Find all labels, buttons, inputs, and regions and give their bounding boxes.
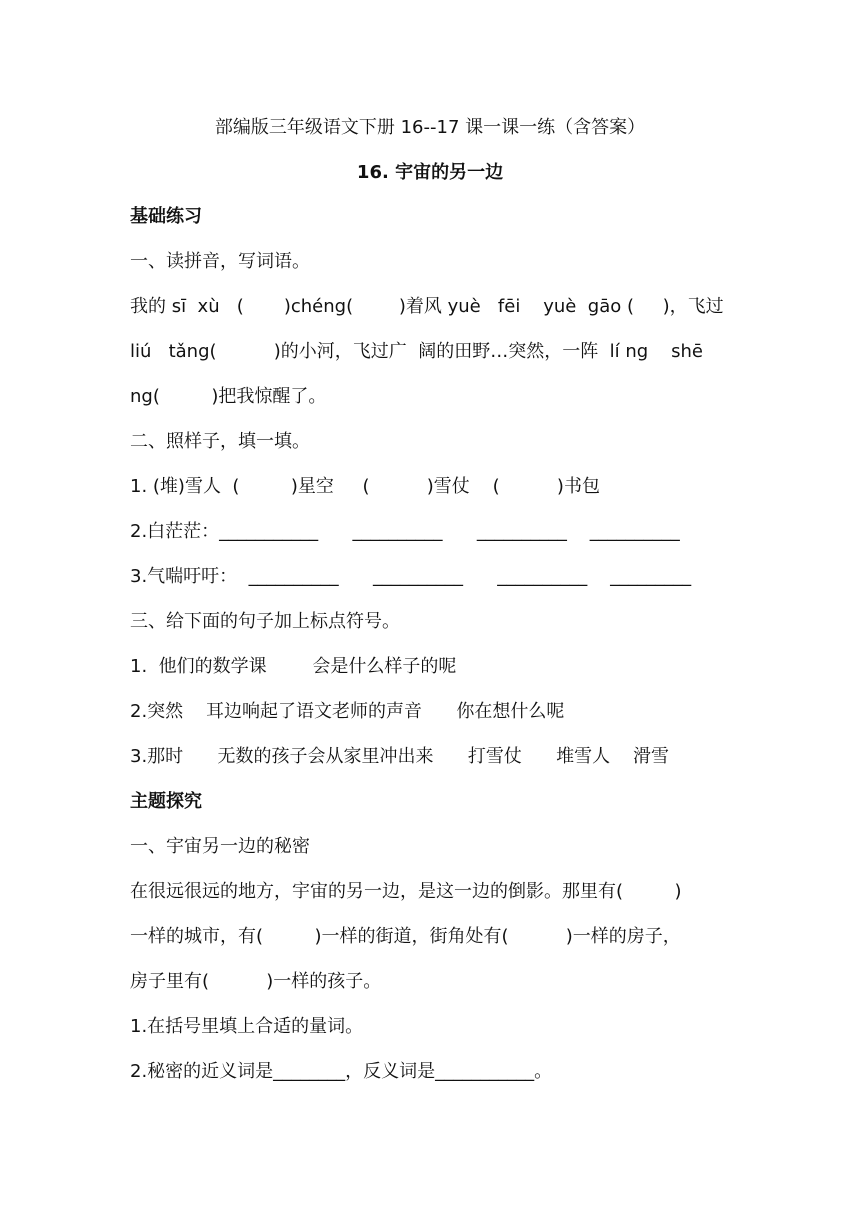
question-2-item-2: 2.白茫茫：___________ __________ __________ __________ [130,521,680,542]
passage-1-question-2: 2.秘密的近义词是________，反义词是___________。 [130,1061,553,1082]
document-title: 部编版三年级语文下册 16--17 课一课一练（含答案） [214,117,646,138]
question-3-heading: 三、给下面的句子加上标点符号。 [130,611,400,632]
question-1-line-2: liú tǎng( )的小河，飞过广 阔的田野…突然，一阵 lí ng shē [130,341,703,362]
question-2-heading: 二、照样子，填一填。 [130,431,310,452]
question-2-item-1: 1. (堆)雪人 ( )星空 ( )雪仗 ( )书包 [130,476,600,497]
question-2-item-3: 3.气喘吁吁： __________ __________ __________ _________ [130,566,692,587]
question-1-line-3: ng( )把我惊醒了。 [130,386,327,407]
section-heading-theme: 主题探究 [130,791,202,812]
passage-1-line-3: 房子里有( )一样的孩子。 [130,971,382,992]
question-1-heading: 一、读拼音，写词语。 [130,251,310,272]
passage-1-question-1: 1.在括号里填上合适的量词。 [130,1016,364,1037]
passage-1-line-1: 在很远很远的地方，宇宙的另一边，是这一边的倒影。那里有( ) [130,881,682,902]
passage-1-line-2: 一样的城市，有( )一样的街道，街角处有( )一样的房子， [130,926,681,947]
question-3-item-1: 1. 他们的数学课 会是什么样子的呢 [130,656,457,677]
question-1-line-1: 我的 sī xù ( )chéng( )着风 yuè fēi yuè gāo ( )，飞过 [130,296,724,317]
question-3-item-2: 2.突然 耳边响起了语文老师的声音 你在想什么呢 [130,701,565,722]
question-3-item-3: 3.那时 无数的孩子会从家里冲出来 打雪仗 堆雪人 滑雪 [130,746,670,767]
section-heading-basic: 基础练习 [130,206,202,227]
lesson-title: 16. 宇宙的另一边 [356,162,504,183]
passage-1-heading: 一、宇宙另一边的秘密 [130,836,310,857]
